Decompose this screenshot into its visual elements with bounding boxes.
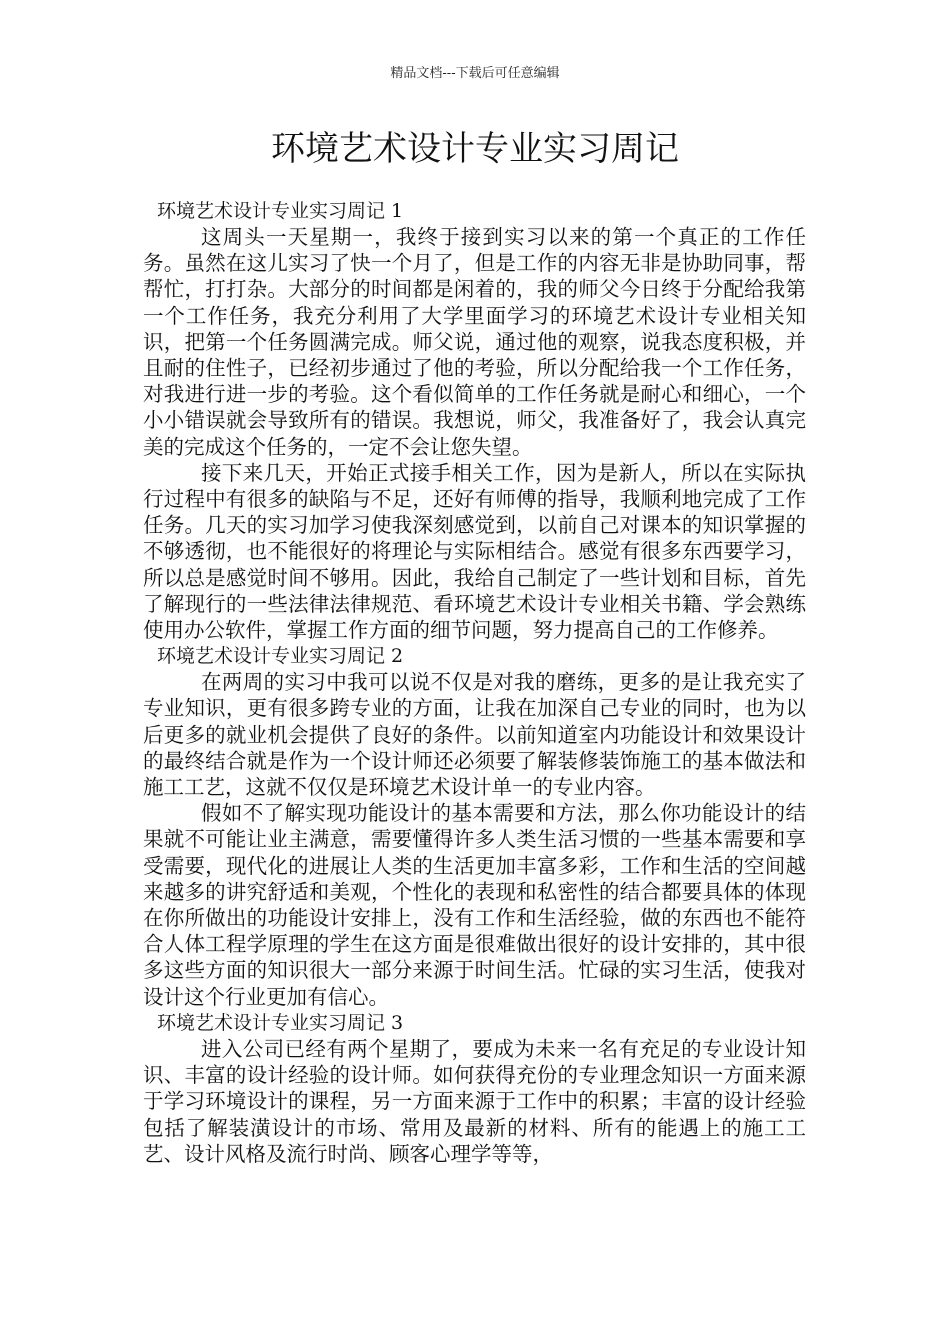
section-heading: 环境艺术设计专业实习周记 3: [157, 1011, 404, 1034]
section-heading: 环境艺术设计专业实习周记 2: [157, 645, 404, 668]
section-week-2: [143, 643, 806, 1010]
section-week-3: [143, 1010, 806, 1167]
paragraph: 接下来几天，开始正式接手相关工作，因为是新人，所以在实际执行过程中有很多的缺陷与不足，还好有师傅的指导，我顺利地完成了工作任务。几天的实习加学习使我深刻感觉到，以前自己对课本的知识掌握的不够透彻，也不能很好的将理论与实际相结合。感觉有很多东西要学习，所以总是感觉时间不够用。因此，我给自己制定了一些计划和目标，首先了解现行的一些法律法律规范、看环境艺术设计专业相关书籍、学会熟练使用办公软件，掌握工作方面的细节问题，努力提高自己的工作修养。: [143, 460, 806, 643]
paragraph: 进入公司已经有两个星期了，要成为未来一名有充足的专业设计知识、丰富的设计经验的设计师。如何获得充份的专业理念知识一方面来源于学习环境设计的课程，另一方面来源于工作中的积累；丰富的设计经验包括了解装潢设计的市场、常用及最新的材料、所有的能遇上的施工工艺、设计风格及流行时尚、顾客心理学等等，: [143, 1036, 806, 1166]
section-heading: 环境艺术设计专业实习周记 1: [157, 200, 404, 222]
document-body: [143, 198, 806, 1167]
paragraph: 这周头一天星期一，我终于接到实习以来的第一个真正的工作任务。虽然在这儿实习了快一个月了，但是工作的内容无非是协助同事，帮帮忙，打打杂。大部分的时间都是闲着的，我的师父今日终于分配给我第一个工作任务，我充分利用了大学里面学习的环境艺术设计专业相关知识，把第一个任务圆满完成。师父说，通过他的观察，说我态度积极，并且耐的住性子，已经初步通过了他的考验，所以分配给我一个工作任务，对我进行进一步的考验。这个看似简单的工作任务就是耐心和细心，一个小小错误就会导致所有的错误。我想说，师父，我准备好了，我会认真完美的完成这个任务的，一定不会让您失望。: [143, 225, 806, 459]
document-title: 环境艺术设计专业实习周记: [271, 129, 679, 169]
section-week-1: [143, 198, 806, 643]
paragraph: 在两周的实习中我可以说不仅是对我的磨练，更多的是让我充实了专业知识，更有很多跨专业的方面，让我在加深自己专业的同时，也为以后更多的就业机会提供了良好的条件。以前知道室内功能设计和效果设计的最终结合就是作为一个设计师还必须要了解装修装饰施工的基本做法和施工工艺，这就不仅仅是环境艺术设计单一的专业内容。: [143, 670, 806, 800]
paragraph: 假如不了解实现功能设计的基本需要和方法，那么你功能设计的结果就不可能让业主满意，需要懂得许多人类生活习惯的一些基本需要和享受需要，现代化的进展让人类的生活更加丰富多彩，工作和生活的空间越来越多的讲究舒适和美观，个性化的表现和私密性的结合都要具体的体现在你所做出的功能设计安排上，没有工作和生活经验，做的东西也不能符合人体工程学原理的学生在这方面是很难做出很好的设计安排的，其中很多这些方面的知识很大一部分来源于时间生活。忙碌的实习生活，使我对设计这个行业更加有信心。: [143, 801, 806, 1009]
page-header-note: 精品文档---下载后可任意编辑: [390, 66, 560, 81]
